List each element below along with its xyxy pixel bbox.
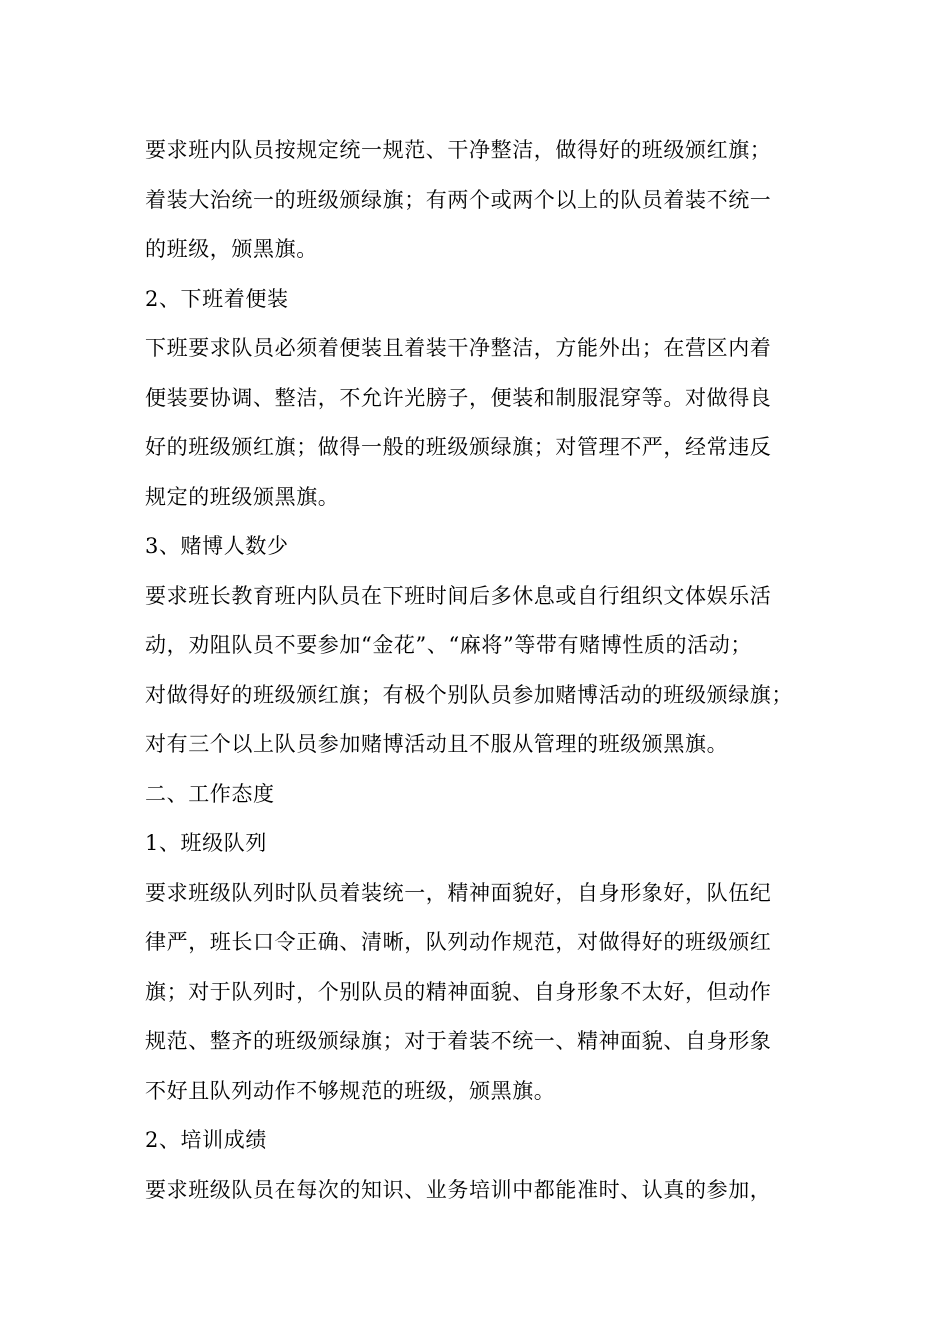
section-heading: 2、下班着便装	[145, 286, 289, 311]
text-line: 着装大治统一的班级颁绿旗；有两个或两个以上的队员着装不统一	[145, 187, 772, 212]
text-line: 对做得好的班级颁红旗；有极个别队员参加赌博活动的班级颁绿旗；	[145, 682, 793, 707]
text-line: 要求班长教育班内队员在下班时间后多休息或自行组织文体娱乐活	[145, 583, 772, 608]
text-line: 便装要协调、整洁，不允许光膀子，便装和制服混穿等。对做得良	[145, 385, 772, 410]
text-line: 下班要求队员必须着便装且着装干净整洁，方能外出；在营区内着	[145, 336, 772, 360]
text-line: 旗；对于队列时，个别队员的精神面貌、自身形象不太好，但动作	[145, 979, 772, 1004]
text-line: 要求班内队员按规定统一规范、干净整洁，做得好的班级颁红旗；	[145, 138, 772, 162]
text-line: 规范、整齐的班级颁绿旗；对于着装不统一、精神面貌、自身形象	[145, 1029, 772, 1053]
text-line: 规定的班级颁黑旗。	[145, 484, 340, 509]
section-heading: 1、班级队列	[145, 831, 267, 855]
text-line: 不好且队列动作不够规范的班级，颁黑旗。	[145, 1078, 556, 1103]
text-line: 要求班级队员在每次的知识、业务培训中都能准时、认真的参加，	[145, 1177, 772, 1202]
document-body	[145, 126, 825, 1215]
text-line: 的班级，颁黑旗。	[145, 237, 318, 261]
section-heading: 2、培训成绩	[145, 1128, 267, 1152]
text-line: 要求班级队列时队员着装统一，精神面貌好，自身形象好，队伍纪	[145, 880, 772, 905]
text-line: 动，劝阻队员不要参加“金花”、“麻将”等带有赌博性质的活动；	[145, 633, 752, 657]
text-line: 好的班级颁红旗；做得一般的班级颁绿旗；对管理不严，经常违反	[145, 435, 772, 459]
section-heading: 3、赌博人数少	[145, 534, 289, 558]
text-line: 对有三个以上队员参加赌博活动且不服从管理的班级颁黑旗。	[145, 732, 729, 756]
chapter-heading: 二、工作态度	[145, 781, 275, 806]
text-line: 律严，班长口令正确、清晰，队列动作规范，对做得好的班级颁红	[145, 930, 772, 954]
